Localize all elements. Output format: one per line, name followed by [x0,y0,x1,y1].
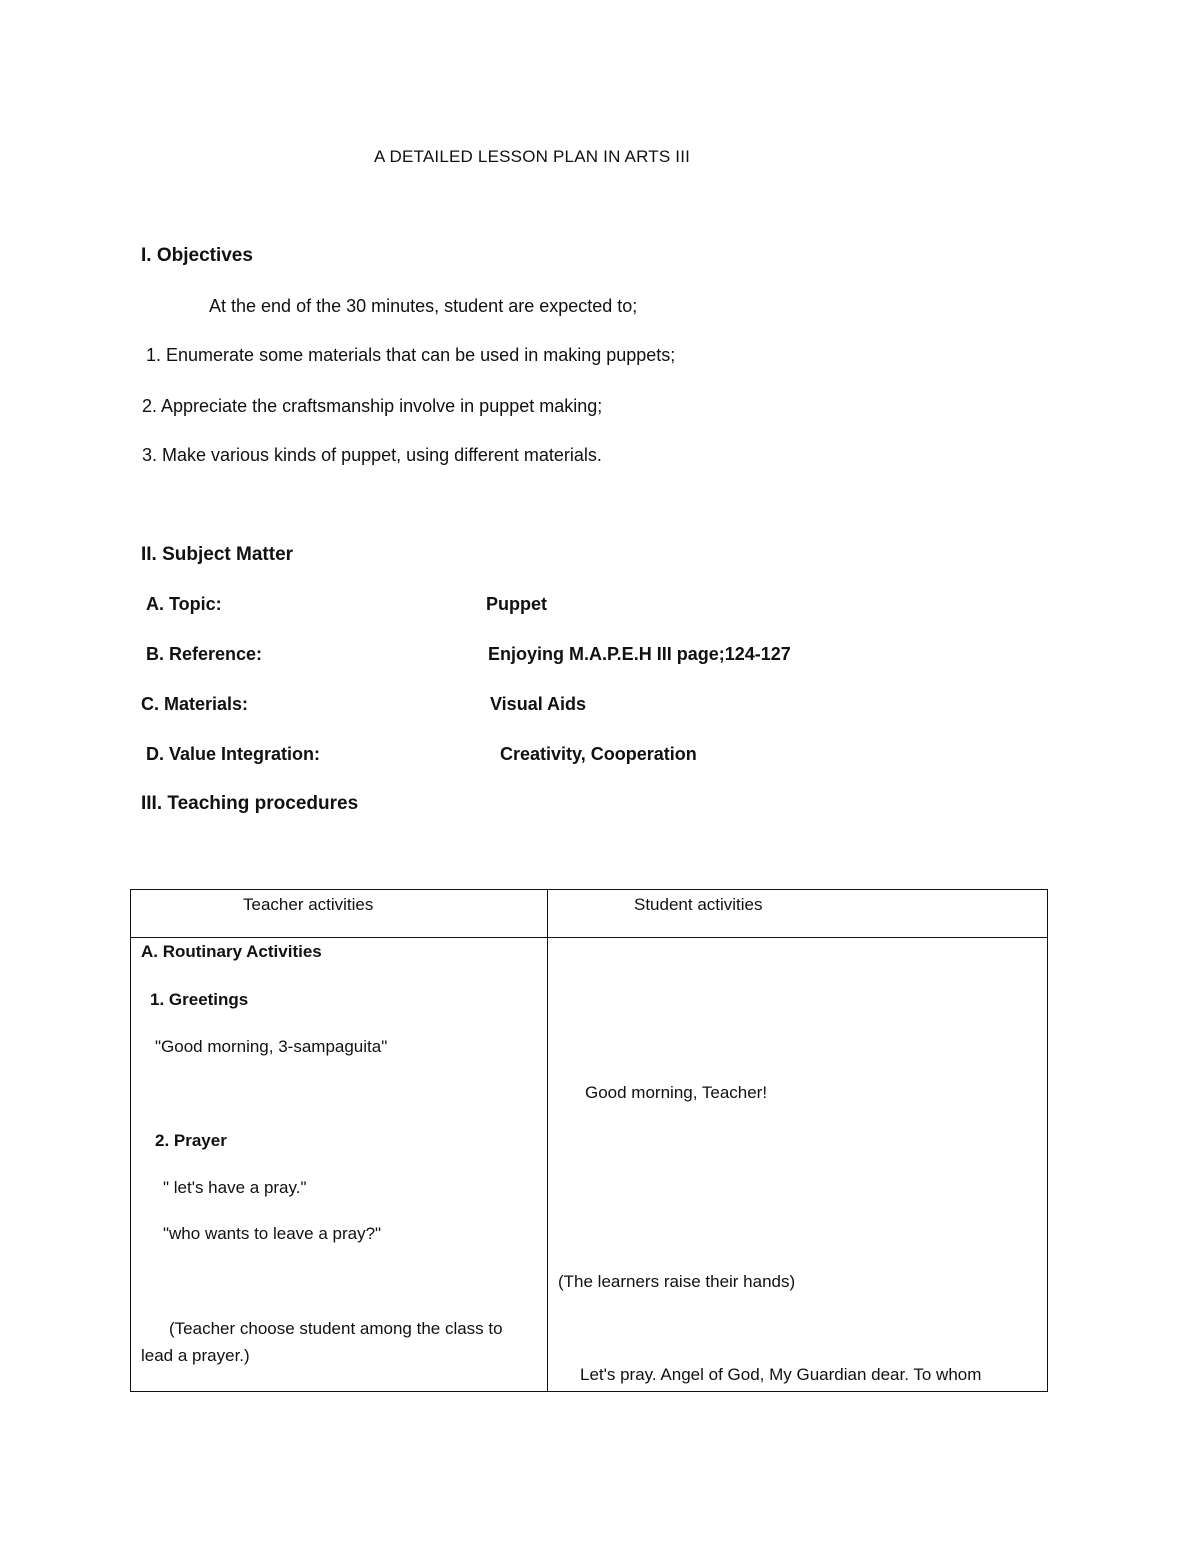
objective-item-3: 3. Make various kinds of puppet, using different materials. [142,445,602,465]
greetings-line: "Good morning, 3-sampaguita" [155,1037,388,1056]
table-header-row [131,890,1048,938]
materials-value: Visual Aids [490,694,587,714]
objectives-intro: At the end of the 30 minutes, student are expected to; [209,296,638,316]
procedures-table [130,889,1048,1392]
choose-student-line-2: lead a prayer.) [141,1346,250,1365]
header-student-activities: Student activities [634,895,763,914]
subject-matter-heading: II. Subject Matter [141,544,294,565]
prayer-line-1: " let's have a pray." [163,1178,307,1197]
objective-item-1: 1. Enumerate some materials that can be used in making puppets; [146,345,676,365]
value-integration-label: D. Value Integration: [146,744,321,764]
header-teacher-cell [131,890,548,938]
reference-label: B. Reference: [146,644,263,664]
prayer-line-2: "who wants to leave a pray?" [163,1224,382,1243]
header-student-cell [548,890,1048,938]
raise-hands-line: (The learners raise their hands) [558,1272,796,1291]
topic-value: Puppet [486,594,547,614]
table-row [131,938,1048,1392]
routinary-activities-label: A. Routinary Activities [141,942,322,961]
document-title: A DETAILED LESSON PLAN IN ARTS III [374,147,691,166]
greeting-reply: Good morning, Teacher! [585,1083,768,1102]
greetings-label: 1. Greetings [150,990,249,1009]
prayer-label: 2. Prayer [155,1131,227,1150]
value-integration-value: Creativity, Cooperation [500,744,697,764]
objectives-heading: I. Objectives [141,245,253,266]
reference-value: Enjoying M.A.P.E.H III page;124-127 [488,644,791,664]
header-teacher-activities: Teacher activities [243,895,374,914]
teaching-procedures-heading: III. Teaching procedures [141,793,359,814]
prayer-text-line: Let's pray. Angel of God, My Guardian dear. To whom [580,1365,982,1384]
student-activities-cell [548,938,1048,1392]
choose-student-line-1: (Teacher choose student among the class to [169,1319,503,1338]
teacher-activities-cell [131,938,548,1392]
topic-label: A. Topic: [146,594,222,614]
objective-item-2: 2. Appreciate the craftsmanship involve in puppet making; [142,396,603,416]
materials-label: C. Materials: [141,694,249,714]
